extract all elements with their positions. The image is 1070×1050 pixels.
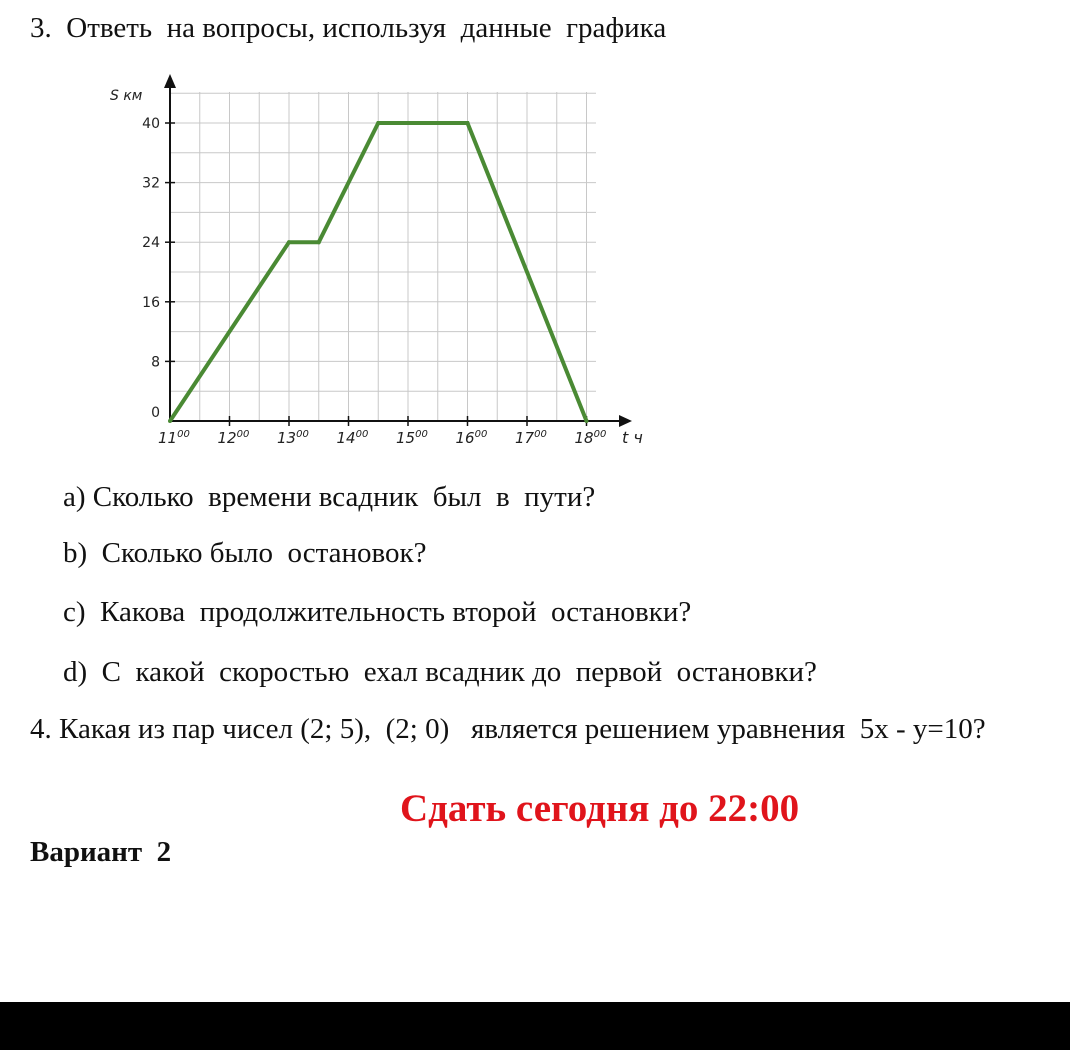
x-axis-label: t ч (622, 428, 643, 447)
y-tick-label: 8 (151, 354, 160, 371)
y-tick-label: 24 (142, 235, 160, 252)
bottom-black-bar (0, 1002, 1070, 1050)
variant-label: Вариант 2 (30, 836, 172, 868)
x-tick-label: $18^{00}$ (574, 429, 607, 447)
data-point (585, 419, 589, 423)
task-3-title: 3. Ответь на вопросы, используя данные графика (30, 12, 667, 44)
x-tick-label: $11^{00}$ (158, 429, 190, 447)
x-tick-label: $12^{00}$ (217, 429, 250, 447)
y-axis-label: S км (110, 88, 143, 104)
question-b: b) Сколько было остановок? (63, 537, 427, 569)
y-axis-arrow (164, 74, 176, 88)
data-point (466, 121, 470, 125)
y-tick-label: 0 (151, 405, 160, 421)
question-c: c) Какова продолжительность второй остановки? (63, 596, 692, 628)
data-point (376, 121, 380, 125)
task-4: 4. Какая из пар чисел (2; 5), (2; 0) является решением уравнения 5х - у=10? (30, 713, 986, 745)
y-tick-label: 16 (142, 294, 160, 311)
y-tick-label: 32 (142, 175, 160, 192)
x-tick-label: $15^{00}$ (396, 429, 428, 447)
question-a: a) Сколько времени всадник был в пути? (63, 481, 596, 513)
distance-time-chart (0, 0, 700, 470)
data-point (317, 240, 321, 244)
y-tick-label: 40 (142, 116, 160, 132)
data-point (168, 419, 172, 423)
deadline-notice: Сдать сегодня до 22:00 (400, 787, 800, 830)
x-tick-label: $14^{00}$ (336, 429, 369, 447)
x-tick-label: $13^{00}$ (277, 429, 309, 447)
x-axis-arrow (619, 415, 632, 427)
x-tick-label: $17^{00}$ (515, 429, 547, 447)
x-tick-label: $16^{00}$ (455, 429, 488, 447)
question-d: d) С какой скоростью ехал всадник до первой остановки? (63, 656, 817, 688)
data-point (287, 240, 291, 244)
